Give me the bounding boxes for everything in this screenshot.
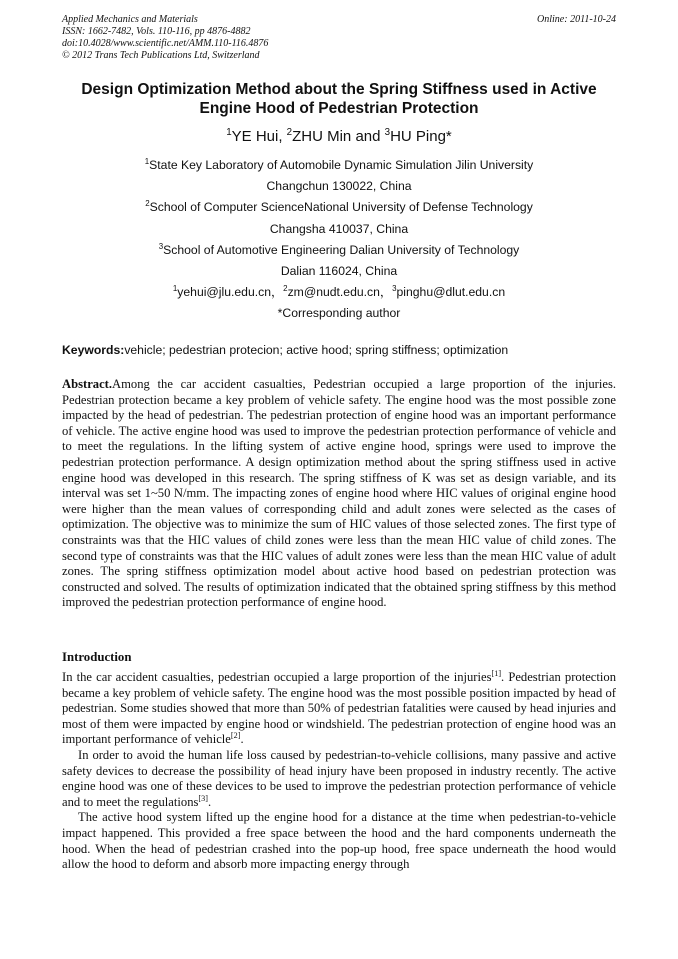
intro-paragraph-1 (62, 670, 616, 748)
intro-paragraph-2 (62, 748, 616, 810)
keywords-line (62, 343, 622, 357)
affiliation-line (62, 155, 616, 176)
email-sup: 1 (172, 284, 178, 294)
author-name: YE Hui, (231, 128, 287, 145)
author-name: HU Ping* (390, 128, 452, 145)
online-date: Online: 2011-10-24 (537, 14, 616, 25)
affiliation-name: School of Computer ScienceNational University of Defense Technology (149, 200, 533, 215)
keywords-label: Keywords: (62, 343, 125, 357)
author-sup: 2 (286, 127, 293, 138)
copyright-line: © 2012 Trans Tech Publications Ltd, Switzerland (62, 50, 260, 61)
email-sup: 2 (283, 284, 288, 294)
issn-line: ISSN: 1662-7482, Vols. 110-116, pp 4876-4882 (62, 26, 251, 37)
affiliations (62, 155, 616, 325)
abstract-label: Abstract. (62, 377, 113, 391)
author-sup: 3 (384, 127, 391, 138)
intro-paragraph-3: The active hood system lifted up the engine hood for a distance at the time when pedestrian-to-vehicle impact happened. This provided a free space between the hood and the hard components underneath the hood. When the head of pedestrian crashed into the pop-up hood, free space underneath the hood would allow the hood to deform and absorb more impacting energy through (62, 810, 616, 872)
affiliation-name: State Key Laboratory of Automobile Dynamic Simulation Jilin University (149, 158, 534, 172)
author-name: ZHU Min and (292, 128, 385, 145)
abstract-text: Among the car accident casualties, Pedestrian occupied a large proportion of the injuries. Pedestrian protection became a key problem of vehicle safety. The engine hood was the most possible zone impacted by the head of pedestrian. The pedestrian protection of engine hood was an important performance of vehicle. The active engine hood was used to improve the pedestrian protection performance of vehicle and to meet the regulations. In the lifting system of active engine hood, springs were used to improve the pedestrian protection performance. A design optimization method about the spring stiffness used in active engine hood was developed in this research. The spring stiffness of K was set as design variable, and its interval was set 1~50 N/mm. The impacting zones of engine hood where HIC values of original engine hood were higher than the mean values of corresponding child and adult zones were selected as the cases of optimization. The objective was to minimize the sum of HIC values of those selected zones. The first type of constraints was that the HIC values of child zones were less than the mean HIC value of child zones. The second type of constraints was that the HIC values of adult zones were less than the mean HIC value of adult zones. The spring stiffness optimization model about active hood based on pedestrian protection was constructed and solved. The results of optimization indicated that the obtained spring stiffness by this method improved the pedestrian protection performance of engine hood. (62, 377, 616, 610)
affiliation-line (62, 240, 616, 261)
affiliation-sup: 1 (144, 156, 150, 166)
introduction-heading: Introduction (62, 650, 132, 664)
citation-ref[interactable]: [1] (491, 668, 502, 678)
abstract-paragraph (62, 377, 616, 611)
affiliation-city: Changsha 410037, China (269, 221, 409, 236)
keywords-text: vehicle; pedestrian protecion; active hood; spring stiffness; optimization (124, 343, 509, 357)
intro-text: . Pedestrian protection became a key problem of vehicle safety. The engine hood was the most possible position impacted by head of pedestrian. Some studies showed that more than 50% of pedestrian fatalities were caused by head injuries and most of them were impacted by engine hood or windshield. The pedestrian protection of engine hood was an important performance of vehicle (62, 670, 616, 747)
email-link[interactable]: pinghu@dlut.edu.cn (396, 285, 506, 300)
email-link[interactable]: yehui@jlu.edu.cn， (177, 285, 284, 300)
journal-name: Applied Mechanics and Materials (62, 14, 198, 25)
intro-text: In order to avoid the human life loss caused by pedestrian-to-vehicle collisions, many passive and active safety devices to decrease the possibility of head injury have been proposed in industry recently. The active engine hood was one of these devices to be used to improve the pedestrian protection performance of vehicle and to meet the regulations (62, 747, 616, 809)
intro-text: . (240, 732, 244, 747)
intro-text: In the car accident casualties, pedestrian occupied a large proportion of the injuries (62, 670, 492, 684)
intro-text: . (207, 794, 212, 809)
affiliation-city: Dalian 116024, China (280, 264, 398, 279)
affiliation-name: School of Automotive Engineering Dalian University of Technology (163, 242, 520, 257)
corresponding-author-note: *Corresponding author (277, 306, 401, 321)
email-link[interactable]: zm@nudt.edu.cn， (287, 285, 393, 300)
paper-title: Design Optimization Method about the Spring Stiffness used in Active Engine Hood of Pedestrian Protection (81, 81, 597, 117)
author-sup: 1 (226, 127, 232, 138)
citation-ref[interactable]: [2] (230, 731, 241, 741)
affiliation-line (62, 197, 616, 218)
doi-line: doi:10.4028/www.scientific.net/AMM.110-116.4876 (62, 38, 269, 49)
email-sup: 3 (392, 284, 397, 294)
affiliation-sup: 2 (145, 199, 150, 209)
page-header (62, 14, 616, 62)
citation-ref[interactable]: [3] (198, 793, 208, 803)
introduction-body (62, 670, 616, 873)
email-line (62, 282, 616, 303)
author-list (62, 128, 616, 145)
affiliation-sup: 3 (158, 241, 164, 251)
affiliation-city: Changchun 130022, China (266, 179, 412, 194)
